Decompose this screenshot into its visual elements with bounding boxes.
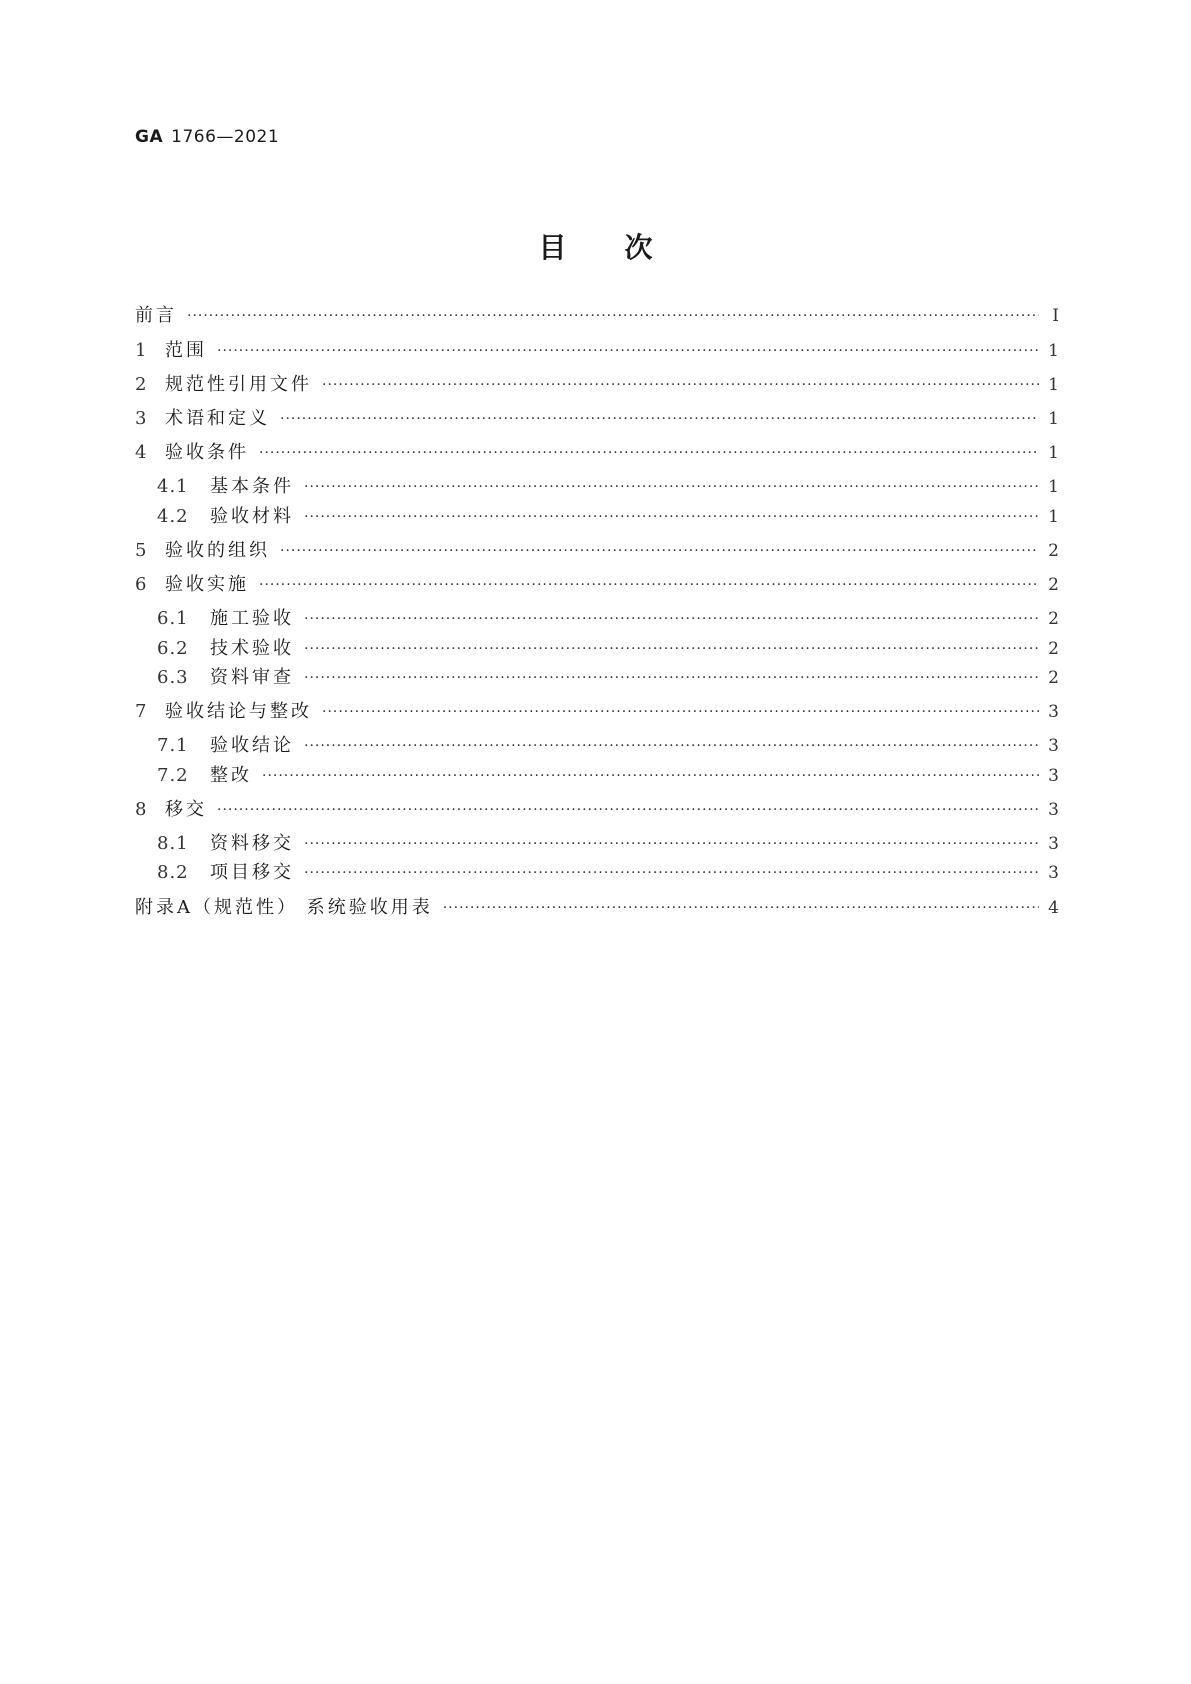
toc-entry-page: 1 [1048,477,1059,497]
toc-entry-label: 前言 [135,305,177,326]
toc-entry-page: 3 [1048,766,1059,786]
toc-entry-foreword[interactable] [135,303,1059,329]
toc-entry-number: 5 [135,540,148,561]
toc-entry-page: 2 [1048,609,1059,629]
toc-leader-dots [443,895,1039,921]
toc-entry-page: Ⅰ [1052,306,1059,326]
toc-leader-dots [280,538,1039,564]
toc-entry-page: 4 [1048,898,1059,918]
standard-id [135,127,279,147]
toc-entry-label: 验收条件 [165,442,249,463]
toc-entry-number: 8.1 [157,833,189,854]
toc-entry-label: 附录A（规范性） 系统验收用表 [135,897,433,918]
toc-entry-number: 7.2 [157,765,189,786]
toc-subentry[interactable] [157,504,1059,530]
toc-entry-label: 验收结论 [210,735,294,756]
toc-entry-number: 4.2 [157,506,189,527]
toc-entry[interactable] [135,338,1059,364]
toc-entry-page: 2 [1048,668,1059,688]
toc-entry-label: 项目移交 [210,862,294,883]
toc-entry-label: 验收的组织 [165,540,270,561]
toc-entry-label: 技术验收 [210,638,294,659]
toc-leader-dots [322,372,1039,398]
toc-subentry[interactable] [157,474,1059,500]
toc-entry-number: 7.1 [157,735,189,756]
toc-entry-page: 3 [1048,736,1059,756]
toc-entry-number: 8.2 [157,862,189,883]
toc-leader-dots [187,303,1039,329]
toc-entry[interactable] [135,538,1059,564]
toc-entry-page: 3 [1048,834,1059,854]
toc-subentry[interactable] [157,606,1059,632]
standard-prefix: GA [135,127,164,147]
toc-entry-number: 8 [135,799,148,820]
toc-entry-label: 资料移交 [210,833,294,854]
toc-entry-number: 4 [135,442,148,463]
toc-entry-label: 施工验收 [210,608,294,629]
toc-leader-dots [217,338,1039,364]
toc-leader-dots [304,474,1039,500]
toc-entry-page: 3 [1048,863,1059,883]
toc-entry[interactable] [135,440,1059,466]
toc-leader-dots [304,636,1039,662]
toc-subentry[interactable] [157,763,1059,789]
toc-entry-label: 移交 [165,799,207,820]
toc-entry-number: 7 [135,701,148,722]
toc-leader-dots [304,665,1039,691]
toc-entry-page: 1 [1048,409,1059,429]
toc-entry-number: 1 [135,340,148,361]
toc-entry-page: 2 [1048,575,1059,595]
toc-entry-number: 6.3 [157,667,189,688]
toc-leader-dots [259,572,1039,598]
toc-leader-dots [304,860,1039,886]
toc-entry-appendix-a[interactable] [135,895,1059,921]
toc-entry-label: 术语和定义 [165,408,270,429]
toc-entry[interactable] [135,797,1059,823]
toc-entry-label: 基本条件 [210,476,294,497]
toc-entry-number: 2 [135,374,148,395]
toc-subentry[interactable] [157,831,1059,857]
toc-subentry[interactable] [157,636,1059,662]
toc-entry-page: 2 [1048,541,1059,561]
toc-entry-label: 资料审查 [210,667,294,688]
toc-leader-dots [259,440,1039,466]
toc-entry-number: 6.2 [157,638,189,659]
toc-entry-label: 整改 [210,765,252,786]
toc-entry-number: 4.1 [157,476,189,497]
toc-entry-page: 1 [1048,375,1059,395]
toc-entry-number: 6.1 [157,608,189,629]
toc-leader-dots [304,733,1039,759]
toc-leader-dots [262,763,1039,789]
toc-leader-dots [304,606,1039,632]
toc-entry-label: 验收实施 [165,574,249,595]
page-title: 目次 [538,231,711,264]
toc-entry-label: 验收结论与整改 [165,701,312,722]
toc-entry-page: 1 [1048,341,1059,361]
toc-entry-page: 3 [1048,702,1059,722]
toc-entry[interactable] [135,572,1059,598]
toc-entry-page: 3 [1048,800,1059,820]
toc-leader-dots [304,831,1039,857]
toc-entry-number: 6 [135,574,148,595]
toc-entry-label: 范围 [165,340,207,361]
toc-leader-dots [322,699,1039,725]
toc-entry-number: 3 [135,408,148,429]
toc-subentry[interactable] [157,860,1059,886]
standard-code: 1766—2021 [171,127,280,147]
toc-leader-dots [217,797,1039,823]
toc-entry-label: 规范性引用文件 [165,374,312,395]
toc-entry[interactable] [135,406,1059,432]
toc-entry-page: 2 [1048,639,1059,659]
toc-entry[interactable] [135,699,1059,725]
toc-subentry[interactable] [157,665,1059,691]
toc-leader-dots [304,504,1039,530]
toc-entry-page: 1 [1048,443,1059,463]
toc-entry-label: 验收材料 [210,506,294,527]
toc-subentry[interactable] [157,733,1059,759]
toc-entry-page: 1 [1048,507,1059,527]
toc-leader-dots [280,406,1039,432]
toc-entry[interactable] [135,372,1059,398]
